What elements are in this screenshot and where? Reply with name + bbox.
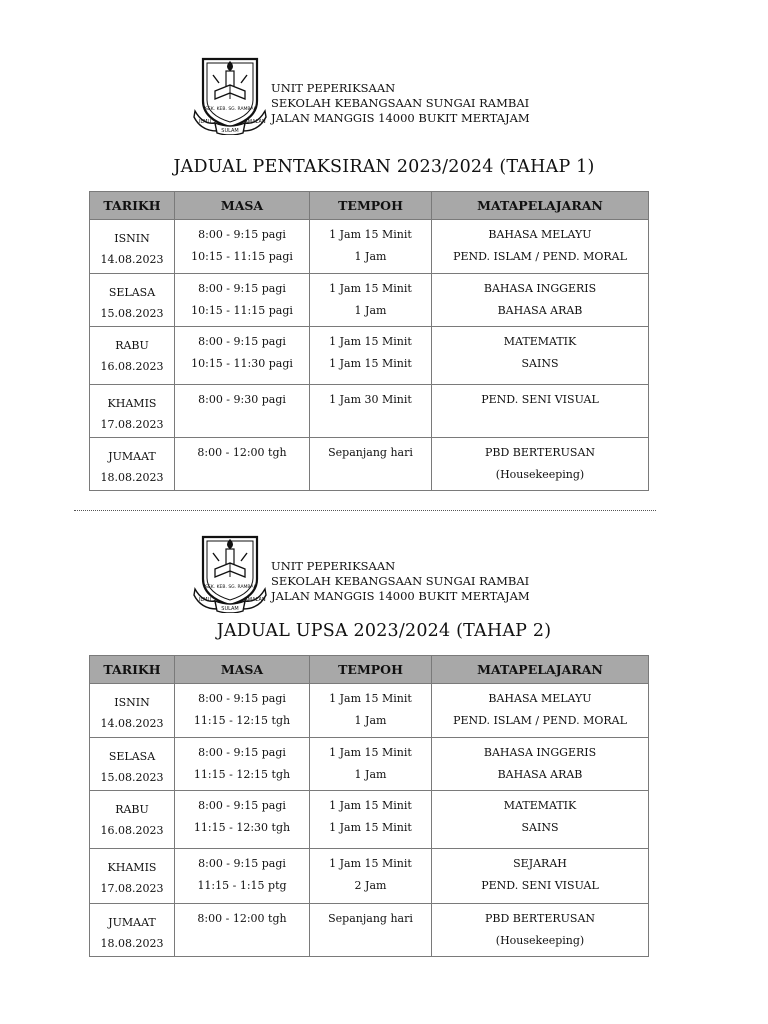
cell-matapelajaran	[432, 438, 649, 491]
time-slot: 8:00 - 12:00 tgh	[197, 912, 287, 925]
table-row	[90, 220, 649, 274]
subject: BAHASA MELAYU	[488, 228, 592, 241]
subject: BAHASA MELAYU	[488, 692, 592, 705]
cell-tempoh	[310, 385, 432, 438]
header-line-2: SEKOLAH KEBANGSAAN SUNGAI RAMBAI	[271, 574, 530, 588]
subject: BAHASA ARAB	[497, 767, 583, 781]
cell-matapelajaran	[432, 738, 649, 791]
cell-tarikh	[90, 385, 175, 438]
table-row	[90, 791, 649, 849]
time-slot: 8:00 - 9:30 pagi	[198, 393, 286, 406]
cell-masa	[175, 327, 310, 385]
time-slot: 8:00 - 9:15 pagi	[198, 282, 286, 295]
cell-tarikh	[90, 274, 175, 327]
date-label: 18.08.2023	[100, 937, 164, 950]
subject: PEND. SENI VISUAL	[481, 393, 599, 406]
duration: 1 Jam 15 Minit	[329, 356, 412, 370]
subject: MATEMATIK	[503, 335, 577, 348]
table1-title: JADUAL PENTAKSIRAN 2023/2024 (TAHAP 1)	[173, 157, 595, 177]
col-header-matapelajaran: MATAPELAJARAN	[432, 656, 649, 684]
cell-matapelajaran	[432, 385, 649, 438]
header-line-2: SEKOLAH KEBANGSAAN SUNGAI RAMBAI	[271, 96, 530, 110]
table-header-row	[90, 192, 649, 220]
cell-tarikh	[90, 438, 175, 491]
ribbon-right-text: AMALAN	[244, 597, 266, 603]
duration: 1 Jam 15 Minit	[329, 746, 412, 759]
table-row	[90, 849, 649, 904]
cell-tarikh	[90, 738, 175, 791]
time-slot: 8:00 - 9:15 pagi	[198, 335, 286, 348]
subject: BAHASA ARAB	[497, 303, 583, 317]
duration: 1 Jam	[354, 767, 387, 781]
time-slot: 11:15 - 12:15 tgh	[193, 767, 291, 781]
cell-tarikh	[90, 220, 175, 274]
cell-matapelajaran	[432, 274, 649, 327]
school-header	[193, 55, 653, 135]
table-row	[90, 274, 649, 327]
table-row	[90, 327, 649, 385]
time-slot: 11:15 - 12:15 tgh	[193, 713, 291, 727]
col-header-tempoh: TEMPOH	[310, 192, 432, 220]
cell-tarikh	[90, 684, 175, 738]
date-label: 16.08.2023	[100, 824, 164, 837]
cell-tarikh	[90, 849, 175, 904]
duration: 1 Jam 15 Minit	[329, 228, 412, 241]
subject: PEND. ISLAM / PEND. MORAL	[453, 713, 627, 727]
time-slot: 11:15 - 1:15 ptg	[197, 878, 287, 892]
time-slot: 10:15 - 11:15 pagi	[191, 249, 293, 263]
cell-masa	[175, 385, 310, 438]
duration: 1 Jam 30 Minit	[329, 393, 412, 406]
table-row	[90, 738, 649, 791]
date-label: 15.08.2023	[100, 771, 164, 784]
duration: 1 Jam 15 Minit	[329, 857, 412, 870]
date-label: 18.08.2023	[100, 471, 164, 484]
col-header-tarikh: TARIKH	[90, 192, 175, 220]
day-label: JUMAAT	[108, 916, 156, 929]
school-header	[193, 533, 653, 613]
col-header-masa: MASA	[175, 192, 310, 220]
cell-tempoh	[310, 791, 432, 849]
subject: (Housekeeping)	[495, 467, 585, 481]
duration: 2 Jam	[354, 878, 387, 892]
header-line-1: UNIT PEPERIKSAAN	[271, 81, 396, 95]
table-row	[90, 684, 649, 738]
duration: Sepanjang hari	[328, 446, 413, 459]
day-label: RABU	[115, 339, 149, 352]
crest-arc-text: SEK. KEB. SG. RAMBAI	[205, 107, 255, 112]
date-label: 16.08.2023	[100, 360, 164, 373]
cell-masa	[175, 849, 310, 904]
cell-matapelajaran	[432, 684, 649, 738]
cell-matapelajaran	[432, 220, 649, 274]
dotted-separator	[74, 510, 656, 511]
day-label: KHAMIS	[107, 861, 157, 874]
time-slot: 8:00 - 9:15 pagi	[198, 857, 286, 870]
table1-body	[90, 220, 649, 491]
table2-body	[90, 684, 649, 957]
cell-masa	[175, 438, 310, 491]
date-label: 17.08.2023	[100, 418, 164, 431]
time-slot: 8:00 - 9:15 pagi	[198, 799, 286, 812]
subject: (Housekeeping)	[495, 933, 585, 947]
date-label: 14.08.2023	[100, 717, 164, 730]
cell-masa	[175, 904, 310, 957]
school-address	[271, 559, 530, 604]
subject: PBD BERTERUSAN	[484, 446, 596, 459]
time-slot: 8:00 - 9:15 pagi	[198, 692, 286, 705]
time-slot: 10:15 - 11:15 pagi	[191, 303, 293, 317]
cell-tempoh	[310, 220, 432, 274]
table-row	[90, 385, 649, 438]
cell-masa	[175, 220, 310, 274]
ribbon-right-text: AMALAN	[244, 119, 266, 125]
cell-masa	[175, 684, 310, 738]
cell-masa	[175, 738, 310, 791]
school-crest-icon	[193, 55, 267, 135]
date-label: 15.08.2023	[100, 307, 164, 320]
time-slot: 8:00 - 9:15 pagi	[198, 228, 286, 241]
subject: BAHASA INGGERIS	[483, 282, 597, 295]
duration: 1 Jam 15 Minit	[329, 799, 412, 812]
cell-tarikh	[90, 327, 175, 385]
day-label: JUMAAT	[108, 450, 156, 463]
subject: SAINS	[521, 820, 559, 834]
cell-tempoh	[310, 904, 432, 957]
date-label: 17.08.2023	[100, 882, 164, 895]
day-label: KHAMIS	[107, 397, 157, 410]
cell-masa	[175, 791, 310, 849]
day-label: ISNIN	[114, 696, 150, 709]
cell-tempoh	[310, 849, 432, 904]
cell-tempoh	[310, 327, 432, 385]
day-label: ISNIN	[114, 232, 150, 245]
cell-tempoh	[310, 684, 432, 738]
subject: BAHASA INGGERIS	[483, 746, 597, 759]
subject: SAINS	[521, 356, 559, 370]
cell-matapelajaran	[432, 849, 649, 904]
duration: 1 Jam	[354, 249, 387, 263]
day-label: RABU	[115, 803, 149, 816]
cell-tempoh	[310, 738, 432, 791]
duration: 1 Jam 15 Minit	[329, 335, 412, 348]
ribbon-left-text: ILMU	[198, 119, 212, 125]
col-header-masa: MASA	[175, 656, 310, 684]
cell-tempoh	[310, 438, 432, 491]
ribbon-left-text: ILMU	[198, 597, 212, 603]
ribbon-center-text: SULAM	[221, 606, 239, 612]
school-address	[271, 81, 530, 126]
subject: PBD BERTERUSAN	[484, 912, 596, 925]
table2-title: JADUAL UPSA 2023/2024 (TAHAP 2)	[216, 621, 552, 641]
school-crest-icon	[193, 533, 267, 613]
subject: PEND. ISLAM / PEND. MORAL	[453, 249, 627, 263]
header-line-3: JALAN MANGGIS 14000 BUKIT MERTAJAM	[271, 111, 530, 125]
cell-masa	[175, 274, 310, 327]
schedule-table-2	[89, 655, 649, 957]
duration: 1 Jam 15 Minit	[329, 820, 412, 834]
subject: SEJARAH	[513, 857, 567, 870]
time-slot: 8:00 - 9:15 pagi	[198, 746, 286, 759]
col-header-matapelajaran: MATAPELAJARAN	[432, 192, 649, 220]
duration: 1 Jam	[354, 713, 387, 727]
table-row	[90, 904, 649, 957]
day-label: SELASA	[108, 750, 156, 763]
cell-tarikh	[90, 904, 175, 957]
duration: 1 Jam 15 Minit	[329, 692, 412, 705]
col-header-tempoh: TEMPOH	[310, 656, 432, 684]
time-slot: 8:00 - 12:00 tgh	[197, 446, 287, 459]
cell-tempoh	[310, 274, 432, 327]
time-slot: 11:15 - 12:30 tgh	[193, 820, 291, 834]
col-header-tarikh: TARIKH	[90, 656, 175, 684]
table-row	[90, 438, 649, 491]
duration: Sepanjang hari	[328, 912, 413, 925]
cell-tarikh	[90, 791, 175, 849]
cell-matapelajaran	[432, 327, 649, 385]
subject: PEND. SENI VISUAL	[481, 878, 599, 892]
subject: MATEMATIK	[503, 799, 577, 812]
time-slot: 10:15 - 11:30 pagi	[191, 356, 293, 370]
ribbon-center-text: SULAM	[221, 128, 239, 134]
cell-matapelajaran	[432, 791, 649, 849]
day-label: SELASA	[108, 286, 156, 299]
header-line-1: UNIT PEPERIKSAAN	[271, 559, 396, 573]
table-header-row	[90, 656, 649, 684]
cell-matapelajaran	[432, 904, 649, 957]
header-line-3: JALAN MANGGIS 14000 BUKIT MERTAJAM	[271, 589, 530, 603]
date-label: 14.08.2023	[100, 253, 164, 266]
duration: 1 Jam 15 Minit	[329, 282, 412, 295]
duration: 1 Jam	[354, 303, 387, 317]
schedule-table-1	[89, 191, 649, 491]
crest-arc-text: SEK. KEB. SG. RAMBAI	[205, 585, 255, 590]
